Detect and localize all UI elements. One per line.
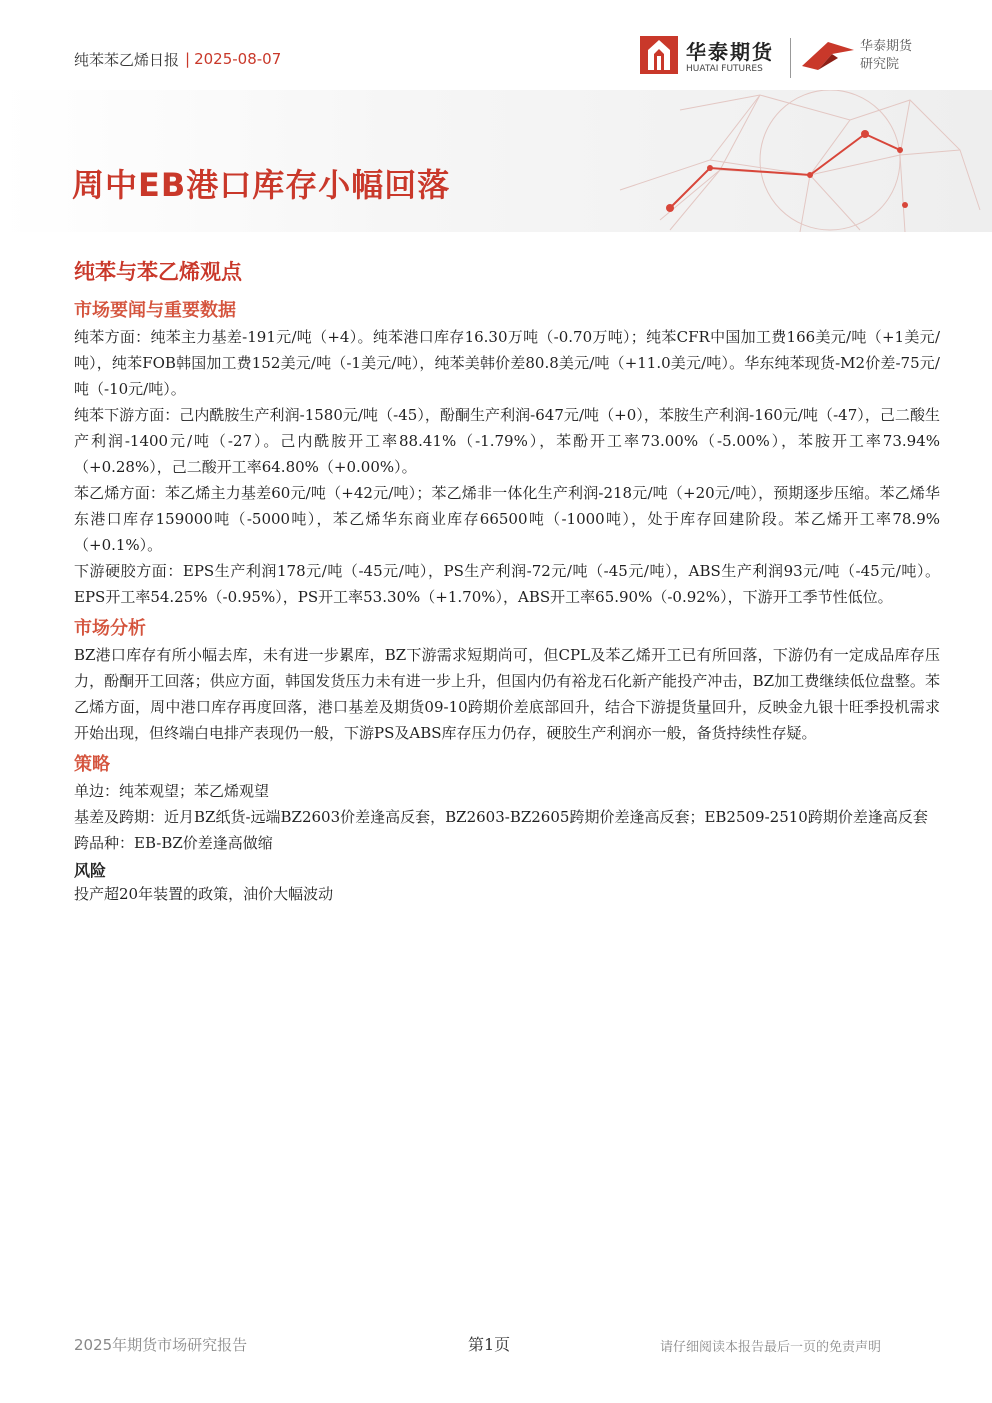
company-name-en: HUATAI FUTURES	[686, 64, 763, 74]
market-news-hard-plastics: 下游硬胶方面：EPS生产利润178元/吨（-45元/吨），PS生产利润-72元/吨（-45元/吨），ABS生产利润93元/吨（-45元/吨）。EPS开工率54.25%（-0.95%），PS开工率53.30%（+1.70%），ABS开工率65.90%（-0.92%），下游开工季节性低位。	[74, 562, 940, 606]
report-body	[74, 256, 940, 907]
strategy-heading: 策略	[74, 754, 110, 775]
network-graphic-icon	[560, 90, 992, 232]
institute-name	[860, 38, 912, 74]
footer-report-type: 2025年期货市场研究报告	[74, 1336, 248, 1354]
page-number: 第1页	[468, 1335, 511, 1354]
company-logo	[640, 34, 940, 82]
company-name-cn: 华泰期货	[686, 40, 774, 64]
header-separator: |	[185, 50, 191, 68]
market-analysis-heading: 市场分析	[74, 618, 146, 639]
market-news-benzene: 纯苯方面：纯苯主力基差-191元/吨（+4）。纯苯港口库存16.30万吨（-0.70万吨）；纯苯CFR中国加工费166美元/吨（+1美元/吨），纯苯FOB韩国加工费152美元/吨（-1美元/吨），纯苯美韩价差80.8美元/吨（+11.0美元/吨）。华东纯苯现货-M2价差-75元/吨（-10元/吨）。	[74, 328, 940, 398]
report-title: 周中EB港口库存小幅回落	[72, 166, 451, 204]
page-footer	[0, 1330, 992, 1360]
market-analysis-text: BZ港口库存有所小幅去库，未有进一步累库，BZ下游需求短期尚可，但CPL及苯乙烯开工已有所回落，下游仍有一定成品库存压力，酚酮开工回落；供应方面，韩国发货压力未有进一步上升，但国内仍有裕龙石化新产能投产冲击，BZ加工费继续低位盘整。苯乙烯方面，周中港口库存再度回落，港口基差及期货09-10跨期价差底部回升，结合下游提货量回升，反映金九银十旺季投机需求开始出现，但终端白电排产表现仍一般，下游PS及ABS库存压力仍存，硬胶生产利润亦一般，备货持续性存疑。	[74, 646, 940, 742]
institute-name-line1: 华泰期货	[860, 39, 913, 54]
strategy-item: 基差及跨期：近月BZ纸货-远端BZ2603价差逢高反套，BZ2603-BZ2605跨期价差逢高反套；EB2509-2510跨期价差逢高反套	[74, 808, 928, 826]
strategy-item: 跨品种：EB-BZ价差逢高做缩	[74, 834, 273, 852]
market-news-styrene: 苯乙烯方面：苯乙烯主力基差60元/吨（+42元/吨）；苯乙烯非一体化生产利润-218元/吨（+20元/吨），预期逐步压缩。苯乙烯华东港口库存159000吨（-5000吨），苯乙烯华东商业库存66500吨（-1000吨），处于库存回建阶段。苯乙烯开工率78.9%（+0.1%）。	[74, 484, 940, 554]
institute-name-line2: 研究院	[860, 57, 900, 72]
report-name: 纯苯苯乙烯日报	[74, 50, 180, 69]
market-news-benzene-downstream: 纯苯下游方面：己内酰胺生产利润-1580元/吨（-45），酚酮生产利润-647元/吨（+0），苯胺生产利润-160元/吨（-47），己二酸生产利润-1400元/吨（-27）。己内酰胺开工率88.41%（-1.79%），苯酚开工率73.00%（-5.00%），苯胺开工率73.94%（+0.28%），己二酸开工率64.80%（+0.00%）。	[74, 406, 940, 476]
report-header	[74, 44, 281, 74]
report-date: 2025-08-07	[194, 50, 282, 68]
market-news-heading: 市场要闻与重要数据	[74, 300, 236, 321]
risk-heading: 风险	[74, 861, 107, 880]
risk-text: 投产超20年装置的政策，油价大幅波动	[74, 885, 334, 903]
logo-divider	[790, 38, 791, 78]
section-title: 纯苯与苯乙烯观点	[74, 260, 242, 284]
huatai-logo-icon	[640, 36, 678, 74]
strategy-item: 单边：纯苯观望；苯乙烯观望	[74, 782, 270, 800]
disclaimer-note: 请仔细阅读本报告最后一页的免责声明	[660, 1340, 882, 1355]
institute-logo-icon	[798, 36, 858, 76]
